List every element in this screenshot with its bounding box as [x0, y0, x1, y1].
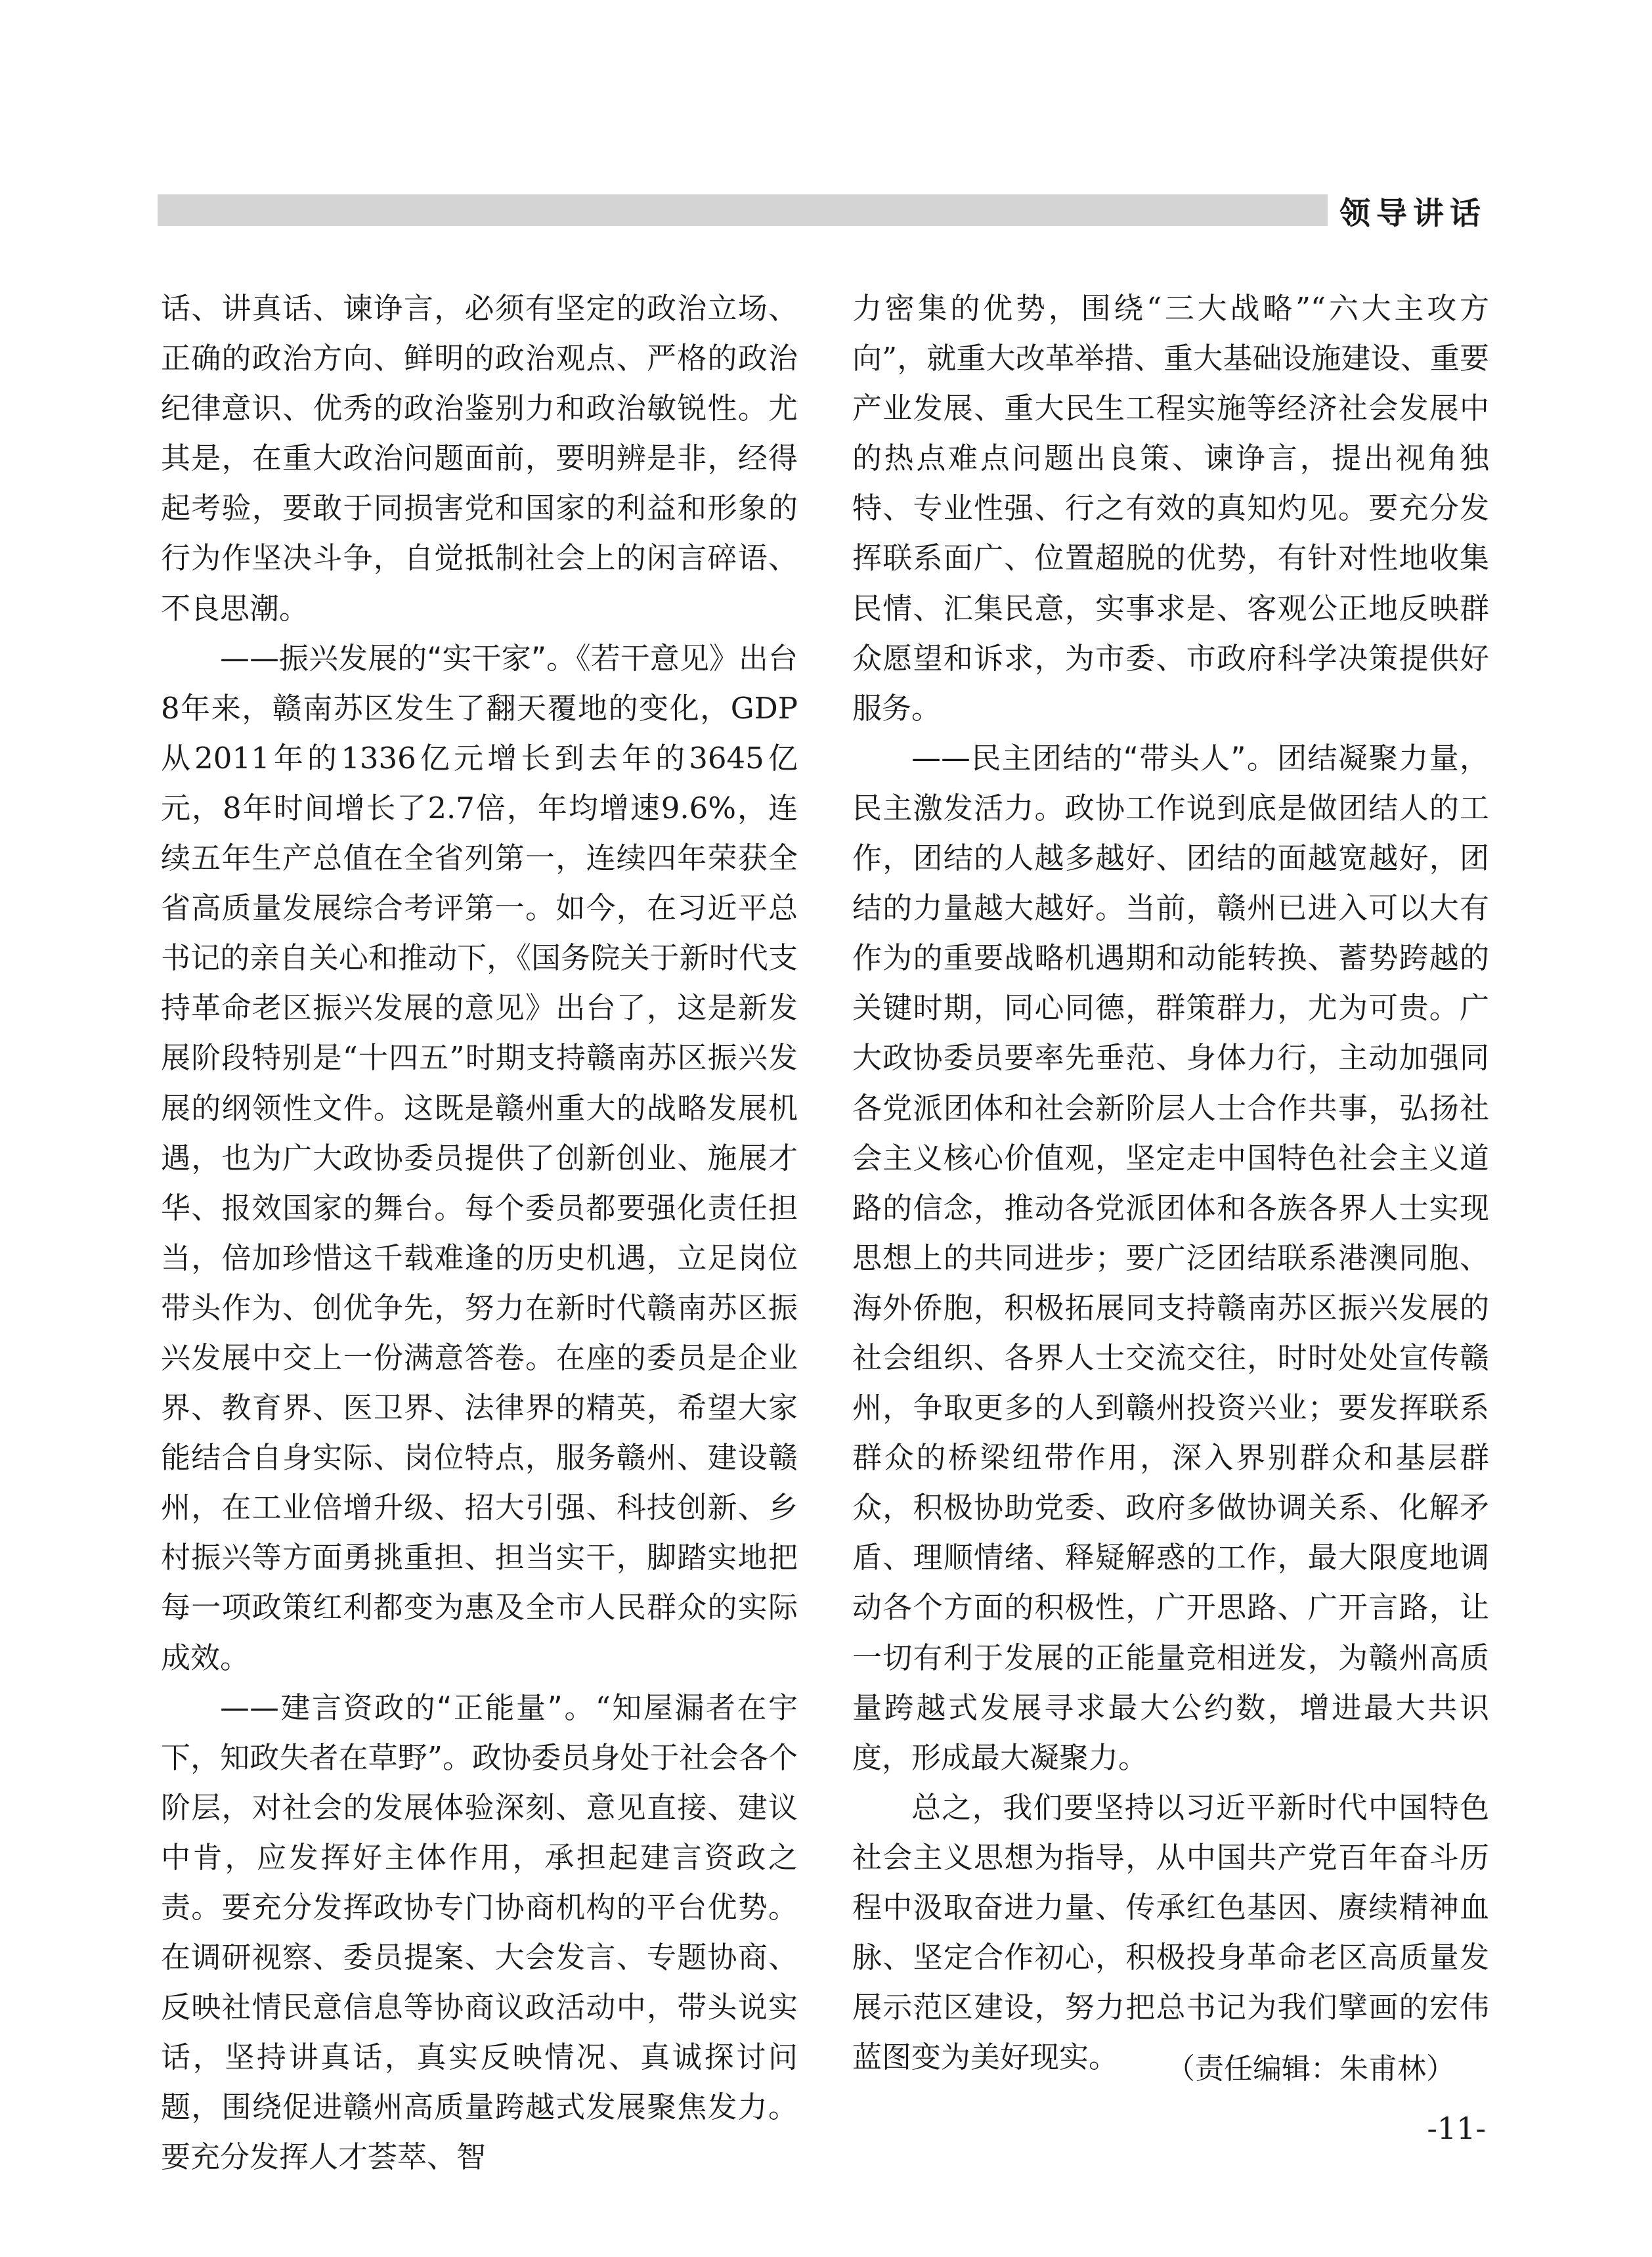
article-column-left	[161, 284, 798, 2183]
section-title: 领导讲话	[1339, 196, 1487, 232]
editor-credit: （责任编辑：朱甫林）	[1166, 2052, 1455, 2086]
paragraph	[161, 1683, 798, 2183]
page-number: -11-	[1427, 2111, 1486, 2146]
header-bar	[158, 194, 1328, 226]
paragraph-body: 《若干意见》出台8年来，赣南苏区发生了翻天覆地的变化，GDP从2011年的1336亿元增长到去年的3645亿元，8年时间增长了2.7倍，年均增速9.6%，连续五年生产总值在全省列第一，连续四年荣获全省高质量发展综合考评第一。如今，在习近平总书记的亲自关心和推动下，《国务院关于新时代支持革命老区振兴发展的意见》出台了，这是新发展阶段特别是“十四五”时期支持赣南苏区振兴发展的纲领性文件。这既是赣州重大的战略发展机遇，也为广大政协委员提供了创新创业、施展才华、报效国家的舞台。每个委员都要强化责任担当，倍加珍惜这千载难逢的历史机遇，立足岗位带头作为、创优争先，努力在新时代赣南苏区振兴发展中交上一份满意答卷。在座的委员是企业界、教育界、医卫界、法律界的精英，希望大家能结合自身实际、岗位特点，服务赣州、建设赣州，在工业倍增升级、招大引强、科技创新、乡村振兴等方面勇挑重担、担当实干，脚踏实地把每一项政策红利都变为惠及全市人民群众的实际成效。	[161, 640, 798, 1675]
paragraph: 力密集的优势，围绕“三大战略”“六大主攻方向”，就重大改革举措、重大基础设施建设、重要产业发展、重大民生工程实施等经济社会发展中的热点难点问题出良策、谏诤言，提出视角独特、专业性强、行之有效的真知灼见。要充分发挥联系面广、位置超脱的优势，有针对性地收集民情、汇集民意，实事求是、客观公正地反映群众愿望和诉求，为市委、市政府科学决策提供好服务。	[852, 291, 1489, 726]
paragraph-body: “知屋漏者在宇下，知政失者在草野”。政协委员身处于社会各个阶层，对社会的发展体验深刻、意见直接、建议中肯，应发挥好主体作用，承担起建言资政之责。要充分发挥政协专门协商机构的平台优势。在调研视察、委员提案、大会发言、专题协商、反映社情民意信息等协商议政活动中，带头说实话，坚持讲真话，真实反映情况、真诚探讨问题，围绕促进赣州高质量跨越式发展聚焦发力。要充分发挥人才荟萃、智	[161, 1690, 798, 2175]
article-column-right	[852, 284, 1489, 2082]
paragraph: 总之，我们要坚持以习近平新时代中国特色社会主义思想为指导，从中国共产党百年奋斗历程中汲取奋进力量、传承红色基因、赓续精神血脉、坚定合作初心，积极投身革命老区高质量发展示范区建设，努力把总书记为我们擘画的宏伟蓝图变为美好现实。	[852, 1789, 1489, 2075]
paragraph-body: 团结凝聚力量，民主激发活力。政协工作说到底是做团结人的工作，团结的人越多越好、团结的面越宽越好，团结的力量越大越好。当前，赣州已进入可以大有作为的重要战略机遇期和动能转换、蓄势跨越的关键时期，同心同德，群策群力，尤为可贵。广大政协委员要率先垂范、身体力行，主动加强同各党派团体和社会新阶层人士合作共事，弘扬社会主义核心价值观，坚定走中国特色社会主义道路的信念，推动各党派团体和各族各界人士实现思想上的共同进步；要广泛团结联系港澳同胞、海外侨胞，积极拓展同支持赣南苏区振兴发展的社会组织、各界人士交流交往，时时处处宣传赣州，争取更多的人到赣州投资兴业；要发挥联系群众的桥梁纽带作用，深入界别群众和基层群众，积极协助党委、政府多做协调关系、化解矛盾、理顺情绪、释疑解惑的工作，最大限度地调动各个方面的积极性，广开思路、广开言路，让一切有利于发展的正能量竞相迸发，为赣州高质量跨越式发展寻求最大公约数，增进最大共识度，形成最大凝聚力。	[852, 740, 1489, 1775]
paragraph-heading: ——建言资政的“正能量”。	[220, 1690, 596, 1725]
paragraph-heading: ——振兴发展的“实干家”。	[220, 640, 576, 676]
paragraph	[161, 634, 798, 1683]
paragraph	[852, 734, 1489, 1783]
paragraph: 话、讲真话、谏诤言，必须有坚定的政治立场、正确的政治方向、鲜明的政治观点、严格的政治纪律意识、优秀的政治鉴别力和政治敏锐性。尤其是，在重大政治问题面前，要明辨是非，经得起考验，要敢于同损害党和国家的利益和形象的行为作坚决斗争，自觉抵制社会上的闲言碎语、不良思潮。	[161, 291, 798, 626]
paragraph-heading: ——民主团结的“带头人”。	[911, 740, 1278, 776]
